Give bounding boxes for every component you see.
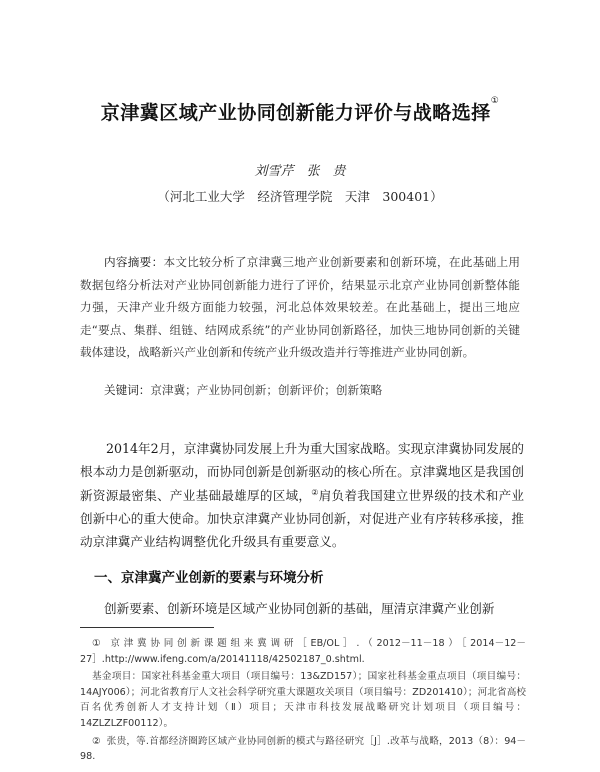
footnote-divider (80, 627, 214, 628)
section-heading-1: 一、京津冀产业创新的要素与环境分析 (94, 570, 324, 586)
para1-text-a: 2014年2月，京津冀协同发展上升为重大国家战略。实现京津冀协同发展的根本动力是创新驱动，而协同创新是创新驱动的核心所在。京津冀地区是我国创新资源最密集、产业基础最雄厚的区域， (80, 441, 524, 503)
footnotes (80, 636, 526, 767)
abstract (80, 251, 520, 364)
abstract-text: 本文比较分析了京津冀三地产业创新要素和创新环境，在此基础上用数据包络分析法对产业协同创新能力进行了评价，结果显示北京产业协同创新整体能力强，天津产业升级方面能力较强，河北总体效果较差。在此基础上，提出三地应走“要点、集群、组链、结网成系统”的产业协同创新路径，加快三地协同创新的关键载体建设，战略新兴产业创新和传统产业升级改造并行等推进产业协同创新。 (80, 255, 520, 359)
footnote-1-text: 京津冀协同创新课题组来冀调研［EB/OL］.（2012－11－18）［2014－12－27］.http://www.ifeng.com/a/20141118/42502187_0.shtml. (80, 638, 526, 665)
body-paragraph-1 (80, 437, 524, 553)
body-paragraph-2: 创新要素、创新环境是区域产业协同创新的基础，厘清京津冀产业创新 (104, 601, 495, 616)
para1-footnote-mark: ② (311, 487, 319, 497)
abstract-label: 内容摘要： (104, 255, 164, 269)
article-authors: 刘雪芹 张 贵 (254, 164, 346, 179)
para1-text-b: 肩负着我国建立世界级的技术和产业创新中心的重大使命。加快京津冀产业协同创新，对促进产业有序转移承接，推动京津冀产业结构调整优化升级具有重要意义。 (80, 487, 525, 550)
article-affiliation: （河北工业大学 经济管理学院 天津 300401） (157, 189, 443, 204)
article-title-text: 京津冀区域产业协同创新能力评价与战略选择 (100, 102, 491, 124)
article-title (0, 98, 600, 125)
keywords-text: 京津冀；产业协同创新；创新评价；创新策略 (150, 383, 383, 397)
keywords (104, 382, 520, 398)
footnote-2 (80, 734, 526, 765)
footnote-1-mark: ① (92, 638, 105, 649)
title-footnote-mark: ① (490, 96, 500, 106)
footnote-2-mark: ② (92, 735, 101, 747)
footnote-funding: 基金项目：国家社科基金重大项目（项目编号：13&ZD157）；国家社科基金重点项目（项目编号：14AJY006）；河北省教育厅人文社会科学研究重大课题攻关项目（项目编号：ZD201410）；河北省高校百名优秀创新人才支持计划（Ⅱ）项目；天津市科技发展战略研究计划项目（项目编号：14ZLZLZF00112）。 (80, 671, 526, 729)
footnote-1 (80, 636, 526, 667)
keywords-label: 关键词： (104, 383, 151, 397)
footnote-2-text: 张贵，等.首都经济圈跨区域产业协同创新的模式与路径研究［J］.改革与战略，2013（8）：94－98. (80, 735, 526, 763)
